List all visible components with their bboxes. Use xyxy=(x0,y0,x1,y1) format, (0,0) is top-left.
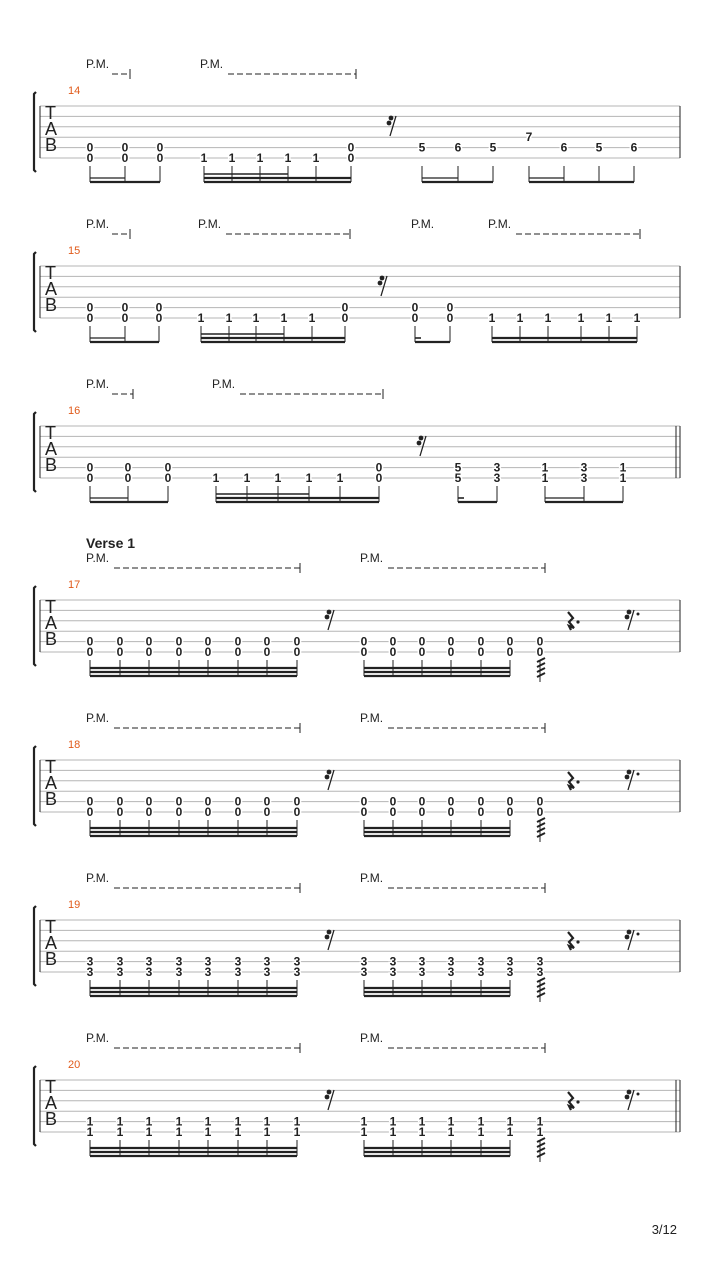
rest-flag xyxy=(625,935,630,940)
rest-flag xyxy=(627,1090,632,1095)
fret-number: 0 xyxy=(375,460,383,475)
fret-number: 0 xyxy=(506,794,514,809)
fret-number: 1 xyxy=(225,311,233,325)
fret-number: 1 xyxy=(280,311,288,325)
tremolo-stroke xyxy=(537,1143,545,1147)
fret-number: 3 xyxy=(293,965,301,979)
fret-number: 0 xyxy=(121,300,129,315)
fret-number: 0 xyxy=(86,805,94,819)
tab-letter-b: B xyxy=(45,295,58,315)
fret-number: 1 xyxy=(312,151,320,165)
fret-number: 0 xyxy=(234,645,242,659)
fret-number: 1 xyxy=(145,1125,153,1139)
system-bracket xyxy=(34,586,36,666)
fret-number: 1 xyxy=(619,471,627,485)
rest-flag xyxy=(380,276,385,281)
fret-number: 0 xyxy=(341,311,349,325)
fret-number: 0 xyxy=(506,805,514,819)
fret-number: 3 xyxy=(263,954,271,969)
measure-number: 18 xyxy=(68,739,81,751)
rest-dot xyxy=(576,1100,579,1103)
fret-number: 0 xyxy=(145,645,153,659)
fret-number: 1 xyxy=(200,151,208,165)
tab-letter-a: A xyxy=(45,613,58,633)
fret-number: 3 xyxy=(234,954,242,969)
fret-number: 0 xyxy=(477,634,485,649)
fret-number: 0 xyxy=(121,151,129,165)
fret-number: 3 xyxy=(477,954,485,969)
fret-number: 1 xyxy=(360,1114,368,1129)
fret-number: 1 xyxy=(212,471,220,485)
fret-number: 3 xyxy=(506,954,514,969)
fret-number: 0 xyxy=(116,634,124,649)
fret-number: 0 xyxy=(446,311,454,325)
measure-number: 15 xyxy=(68,245,81,257)
rest-flag xyxy=(378,281,383,286)
palm-mute-label: P.M. xyxy=(212,377,236,391)
fret-number: 0 xyxy=(389,805,397,819)
tab-letter-t: T xyxy=(45,757,56,777)
fret-number: 3 xyxy=(204,965,212,979)
fret-number: 0 xyxy=(411,311,419,325)
fret-number: 0 xyxy=(234,794,242,809)
tab-system-15 xyxy=(34,217,680,342)
fret-number: 1 xyxy=(263,1125,271,1139)
fret-number: 0 xyxy=(156,140,164,155)
palm-mute-label: P.M. xyxy=(200,57,224,71)
fret-number: 1 xyxy=(293,1125,301,1139)
fret-number: 6 xyxy=(454,140,462,155)
palm-mute-label: P.M. xyxy=(488,217,512,231)
page-number: 3/12 xyxy=(651,1222,677,1237)
rest-dot xyxy=(576,620,579,623)
tab-letter-a: A xyxy=(45,933,58,953)
fret-number: 1 xyxy=(536,1125,544,1139)
fret-number: 0 xyxy=(155,300,163,315)
fret-number: 5 xyxy=(489,140,497,155)
system-bracket xyxy=(34,1066,36,1146)
fret-number: 0 xyxy=(347,151,355,165)
tremolo-stroke xyxy=(537,988,545,992)
fret-number: 0 xyxy=(116,794,124,809)
fret-number: 0 xyxy=(477,805,485,819)
fret-number: 3 xyxy=(493,471,501,485)
fret-number: 0 xyxy=(477,645,485,659)
tremolo-stroke xyxy=(537,668,545,672)
fret-number: 3 xyxy=(116,954,124,969)
fret-number: 0 xyxy=(145,794,153,809)
measure-number: 14 xyxy=(68,85,81,97)
tremolo-stroke xyxy=(537,993,545,997)
fret-number: 1 xyxy=(197,311,205,325)
palm-mute-label: P.M. xyxy=(86,57,110,71)
rest-flag xyxy=(627,930,632,935)
fret-number: 0 xyxy=(293,794,301,809)
fret-number: 1 xyxy=(418,1114,426,1129)
fret-number: 0 xyxy=(234,805,242,819)
tremolo-stroke xyxy=(537,1153,545,1157)
fret-number: 3 xyxy=(360,965,368,979)
fret-number: 0 xyxy=(175,634,183,649)
tremolo-stroke xyxy=(537,673,545,677)
fret-number: 1 xyxy=(536,1114,544,1129)
fret-number: 1 xyxy=(252,311,260,325)
fret-number: 1 xyxy=(234,1125,242,1139)
tab-system-17 xyxy=(34,535,680,682)
section-title: Verse 1 xyxy=(86,535,136,551)
fret-number: 0 xyxy=(234,634,242,649)
system-bracket xyxy=(34,412,36,492)
tab-letter-b: B xyxy=(45,789,58,809)
tab-system-20 xyxy=(34,1031,680,1162)
fret-number: 3 xyxy=(145,965,153,979)
fret-number: 1 xyxy=(234,1114,242,1129)
fret-number: 0 xyxy=(145,634,153,649)
fret-number: 0 xyxy=(360,794,368,809)
fret-number: 0 xyxy=(418,645,426,659)
tab-system-14 xyxy=(34,57,680,182)
palm-mute-label: P.M. xyxy=(198,217,222,231)
fret-number: 0 xyxy=(418,794,426,809)
system-bracket xyxy=(34,906,36,986)
tab-letter-a: A xyxy=(45,773,58,793)
fret-number: 3 xyxy=(175,965,183,979)
fret-number: 0 xyxy=(116,645,124,659)
rest-flag xyxy=(417,441,422,446)
fret-number: 0 xyxy=(293,645,301,659)
fret-number: 0 xyxy=(124,471,132,485)
rest-flag xyxy=(325,775,330,780)
fret-number: 1 xyxy=(86,1125,94,1139)
rest-flag xyxy=(327,610,332,615)
fret-number: 3 xyxy=(447,954,455,969)
fret-number: 0 xyxy=(506,645,514,659)
tab-letter-a: A xyxy=(45,439,58,459)
fret-number: 1 xyxy=(577,311,585,325)
fret-number: 1 xyxy=(418,1125,426,1139)
fret-number: 0 xyxy=(204,794,212,809)
tab-letter-b: B xyxy=(45,455,58,475)
rest-flag xyxy=(625,775,630,780)
fret-number: 0 xyxy=(536,645,544,659)
rest-dot xyxy=(637,773,640,776)
fret-number: 0 xyxy=(86,300,94,315)
tremolo-stroke xyxy=(537,663,545,667)
fret-number: 3 xyxy=(263,965,271,979)
rest-dot xyxy=(637,1093,640,1096)
fret-number: 0 xyxy=(86,645,94,659)
rest-flag xyxy=(325,615,330,620)
fret-number: 3 xyxy=(389,965,397,979)
rest-dot xyxy=(576,780,579,783)
fret-number: 0 xyxy=(263,645,271,659)
system-bracket xyxy=(34,92,36,172)
fret-number: 0 xyxy=(155,311,163,325)
fret-number: 1 xyxy=(605,311,613,325)
fret-number: 1 xyxy=(619,460,627,475)
rest-dot xyxy=(637,613,640,616)
fret-number: 1 xyxy=(305,471,313,485)
palm-mute-label: P.M. xyxy=(86,711,110,725)
fret-number: 0 xyxy=(86,311,94,325)
fret-number: 3 xyxy=(580,471,588,485)
tremolo-stroke xyxy=(537,823,545,827)
fret-number: 0 xyxy=(389,634,397,649)
palm-mute-label: P.M. xyxy=(360,711,384,725)
fret-number: 0 xyxy=(447,645,455,659)
fret-number: 0 xyxy=(175,645,183,659)
rest-flag xyxy=(627,610,632,615)
system-bracket xyxy=(34,746,36,826)
fret-number: 5 xyxy=(454,471,462,485)
fret-number: 1 xyxy=(145,1114,153,1129)
fret-number: 3 xyxy=(506,965,514,979)
fret-number: 1 xyxy=(506,1114,514,1129)
fret-number: 0 xyxy=(86,794,94,809)
fret-number: 0 xyxy=(86,151,94,165)
fret-number: 0 xyxy=(477,794,485,809)
palm-mute-label: P.M. xyxy=(86,377,110,391)
fret-number: 5 xyxy=(454,460,462,475)
rest-flag xyxy=(327,770,332,775)
fret-number: 1 xyxy=(447,1114,455,1129)
fret-number: 0 xyxy=(360,634,368,649)
tremolo-stroke xyxy=(537,828,545,832)
fret-number: 0 xyxy=(360,645,368,659)
fret-number: 1 xyxy=(175,1114,183,1129)
fret-number: 3 xyxy=(580,460,588,475)
fret-number: 0 xyxy=(536,634,544,649)
fret-number: 3 xyxy=(234,965,242,979)
tab-letter-a: A xyxy=(45,279,58,299)
tab-letter-t: T xyxy=(45,1077,56,1097)
palm-mute-label: P.M. xyxy=(360,871,384,885)
fret-number: 1 xyxy=(541,460,549,475)
fret-number: 3 xyxy=(493,460,501,475)
fret-number: 0 xyxy=(263,805,271,819)
fret-number: 3 xyxy=(477,965,485,979)
fret-number: 0 xyxy=(360,805,368,819)
fret-number: 0 xyxy=(389,645,397,659)
fret-number: 0 xyxy=(375,471,383,485)
fret-number: 1 xyxy=(263,1114,271,1129)
fret-number: 1 xyxy=(86,1114,94,1129)
palm-mute-label: P.M. xyxy=(360,1031,384,1045)
palm-mute-label: P.M. xyxy=(411,217,435,231)
rest-flag xyxy=(327,930,332,935)
fret-number: 3 xyxy=(447,965,455,979)
fret-number: 3 xyxy=(360,954,368,969)
palm-mute-label: P.M. xyxy=(360,551,384,565)
fret-number: 1 xyxy=(544,311,552,325)
fret-number: 0 xyxy=(506,634,514,649)
fret-number: 1 xyxy=(243,471,251,485)
fret-number: 0 xyxy=(121,140,129,155)
palm-mute-label: P.M. xyxy=(86,217,110,231)
fret-number: 0 xyxy=(164,471,172,485)
fret-number: 0 xyxy=(418,634,426,649)
rest-dot xyxy=(637,933,640,936)
fret-number: 0 xyxy=(447,805,455,819)
fret-number: 0 xyxy=(536,805,544,819)
fret-number: 3 xyxy=(86,954,94,969)
measure-number: 16 xyxy=(68,405,81,417)
fret-number: 3 xyxy=(536,965,544,979)
fret-number: 0 xyxy=(204,634,212,649)
fret-number: 0 xyxy=(121,311,129,325)
fret-number: 1 xyxy=(477,1114,485,1129)
fret-number: 3 xyxy=(418,954,426,969)
fret-number: 1 xyxy=(488,311,496,325)
fret-number: 0 xyxy=(446,300,454,315)
fret-number: 3 xyxy=(418,965,426,979)
fret-number: 0 xyxy=(86,471,94,485)
fret-number: 1 xyxy=(336,471,344,485)
rest-flag xyxy=(419,436,424,441)
tremolo-stroke xyxy=(537,983,545,987)
tab-letter-t: T xyxy=(45,597,56,617)
tab-letter-t: T xyxy=(45,103,56,123)
measure-number: 20 xyxy=(68,1059,81,1071)
fret-number: 0 xyxy=(293,805,301,819)
fret-number: 0 xyxy=(86,460,94,475)
fret-number: 3 xyxy=(116,965,124,979)
palm-mute-label: P.M. xyxy=(86,871,110,885)
fret-number: 1 xyxy=(204,1125,212,1139)
fret-number: 1 xyxy=(447,1125,455,1139)
fret-number: 1 xyxy=(541,471,549,485)
fret-number: 1 xyxy=(516,311,524,325)
rest-flag xyxy=(389,116,394,121)
fret-number: 0 xyxy=(86,634,94,649)
fret-number: 1 xyxy=(175,1125,183,1139)
measure-number: 19 xyxy=(68,899,81,911)
tab-letter-a: A xyxy=(45,1093,58,1113)
fret-number: 0 xyxy=(293,634,301,649)
tremolo-stroke xyxy=(537,1148,545,1152)
tab-letter-t: T xyxy=(45,263,56,283)
fret-number: 1 xyxy=(116,1125,124,1139)
fret-number: 1 xyxy=(633,311,641,325)
rest-dot xyxy=(576,940,579,943)
tab-system-18 xyxy=(34,711,680,842)
palm-mute-label: P.M. xyxy=(86,551,110,565)
rest-flag xyxy=(627,770,632,775)
fret-number: 0 xyxy=(145,805,153,819)
fret-number: 3 xyxy=(293,954,301,969)
tab-letter-t: T xyxy=(45,917,56,937)
fret-number: 3 xyxy=(145,954,153,969)
fret-number: 0 xyxy=(124,460,132,475)
fret-number: 5 xyxy=(595,140,603,155)
fret-number: 1 xyxy=(477,1125,485,1139)
fret-number: 5 xyxy=(418,140,426,155)
tab-system-16 xyxy=(34,377,680,502)
system-bracket xyxy=(34,252,36,332)
fret-number: 1 xyxy=(116,1114,124,1129)
fret-number: 3 xyxy=(204,954,212,969)
tab-letter-a: A xyxy=(45,119,58,139)
fret-number: 0 xyxy=(341,300,349,315)
fret-number: 0 xyxy=(418,805,426,819)
rest-flag xyxy=(325,1095,330,1100)
rest-flag xyxy=(625,1095,630,1100)
fret-number: 3 xyxy=(389,954,397,969)
fret-number: 1 xyxy=(256,151,264,165)
fret-number: 3 xyxy=(175,954,183,969)
fret-number: 1 xyxy=(308,311,316,325)
fret-number: 0 xyxy=(156,151,164,165)
fret-number: 1 xyxy=(284,151,292,165)
fret-number: 1 xyxy=(204,1114,212,1129)
tab-letter-b: B xyxy=(45,629,58,649)
fret-number: 1 xyxy=(506,1125,514,1139)
fret-number: 0 xyxy=(263,634,271,649)
rest-flag xyxy=(327,1090,332,1095)
rest-flag xyxy=(325,935,330,940)
fret-number: 0 xyxy=(263,794,271,809)
fret-number: 0 xyxy=(204,805,212,819)
palm-mute-label: P.M. xyxy=(86,1031,110,1045)
rest-flag xyxy=(625,615,630,620)
fret-number: 6 xyxy=(630,140,638,155)
fret-number: 1 xyxy=(228,151,236,165)
fret-number: 3 xyxy=(86,965,94,979)
fret-number: 0 xyxy=(389,794,397,809)
tab-system-19 xyxy=(34,871,680,1002)
tab-letter-b: B xyxy=(45,949,58,969)
fret-number: 0 xyxy=(116,805,124,819)
fret-number: 1 xyxy=(293,1114,301,1129)
tab-letter-b: B xyxy=(45,135,58,155)
fret-number: 0 xyxy=(175,805,183,819)
measure-number: 17 xyxy=(68,579,81,591)
tab-letter-t: T xyxy=(45,423,56,443)
tab-letter-b: B xyxy=(45,1109,58,1129)
fret-number: 0 xyxy=(86,140,94,155)
fret-number: 0 xyxy=(347,140,355,155)
tremolo-stroke xyxy=(537,833,545,837)
fret-number: 6 xyxy=(560,140,568,155)
fret-number: 7 xyxy=(525,130,533,145)
fret-number: 1 xyxy=(389,1125,397,1139)
fret-number: 0 xyxy=(536,794,544,809)
fret-number: 0 xyxy=(175,794,183,809)
rest-flag xyxy=(387,121,392,126)
fret-number: 0 xyxy=(204,645,212,659)
fret-number: 1 xyxy=(360,1125,368,1139)
fret-number: 0 xyxy=(164,460,172,475)
fret-number: 0 xyxy=(447,794,455,809)
fret-number: 3 xyxy=(536,954,544,969)
fret-number: 0 xyxy=(447,634,455,649)
fret-number: 1 xyxy=(389,1114,397,1129)
fret-number: 1 xyxy=(274,471,282,485)
fret-number: 0 xyxy=(411,300,419,315)
